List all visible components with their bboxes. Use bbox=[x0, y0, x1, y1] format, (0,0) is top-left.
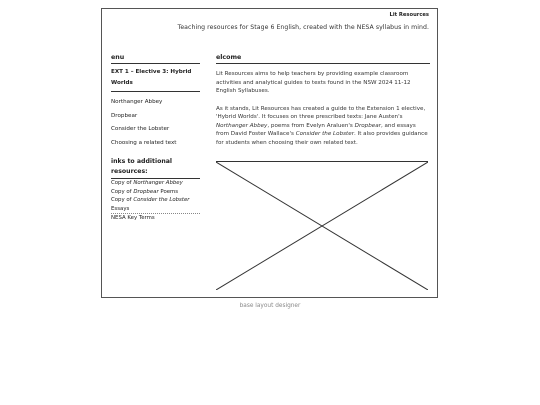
footer-credit[interactable]: base layout designer bbox=[239, 303, 301, 309]
image-placeholder bbox=[216, 161, 428, 289]
paragraph-title: Consider the Lobster bbox=[295, 131, 354, 137]
placeholder-cross-icon bbox=[216, 162, 428, 290]
resource-link-northanger-abbey[interactable] bbox=[111, 179, 200, 188]
resource-suffix: Essays bbox=[111, 205, 130, 212]
guide-paragraph bbox=[216, 105, 430, 148]
resources-heading: inks to additional resources: bbox=[111, 157, 200, 179]
resource-link-consider-the-lobster[interactable] bbox=[111, 196, 200, 214]
intro-paragraph: Lit Resources aims to help teachers by providing example classroom activities and analytical guides to texts found in the NSW 2024 11-12 English Syllabuses. bbox=[216, 71, 411, 94]
sidebar-menu bbox=[111, 54, 200, 223]
resource-link-dropbear[interactable] bbox=[111, 188, 200, 197]
main-content bbox=[216, 54, 430, 147]
resource-prefix: Copy of bbox=[111, 180, 134, 186]
welcome-heading: elcome bbox=[216, 54, 430, 64]
sidebar-item-dropbear[interactable]: Dropbear bbox=[111, 112, 138, 119]
resource-prefix: Copy of bbox=[111, 197, 134, 203]
resource-suffix: Poems bbox=[158, 188, 179, 195]
paragraph-title: Northanger Abbey bbox=[216, 122, 268, 129]
page-frame bbox=[101, 8, 438, 298]
sidebar-heading: enu bbox=[111, 54, 200, 64]
sidebar-item-consider-the-lobster[interactable]: Consider the Lobster bbox=[111, 126, 170, 132]
sidebar-section-title[interactable]: EXT 1 – Elective 3: Hybrid Worlds bbox=[111, 67, 200, 92]
resource-title: Northanger Abbey bbox=[133, 180, 183, 186]
resource-prefix: Copy of bbox=[111, 188, 134, 195]
paragraph-text: , poems from Evelyn Araluen's bbox=[267, 122, 355, 129]
tagline: Teaching resources for Stage 6 English, created with the NESA syllabus in mind. bbox=[177, 24, 429, 31]
sidebar-item-related-text[interactable]: Choosing a related text bbox=[111, 139, 177, 146]
paragraph-text: . It also provides guidance for students when choosing their own related text. bbox=[216, 131, 428, 146]
paragraph-text: As it stands, Lit Resources has created a guide to the Extension 1 elective, 'Hybrid Worlds'. It focuses on three prescribed texts: Jane Austen's bbox=[216, 105, 426, 120]
sidebar-item-northanger-abbey[interactable]: Northanger Abbey bbox=[111, 99, 163, 105]
paragraph-title: Dropbear bbox=[354, 122, 381, 129]
site-title[interactable]: Lit Resources bbox=[389, 12, 429, 18]
resource-title: Dropbear bbox=[133, 188, 159, 195]
resource-link-nesa-key-terms[interactable]: NESA Key Terms bbox=[111, 215, 155, 221]
resource-title: Consider the Lobster bbox=[133, 197, 190, 203]
paragraph-text: , and essays from David Foster Wallace's bbox=[216, 122, 416, 137]
